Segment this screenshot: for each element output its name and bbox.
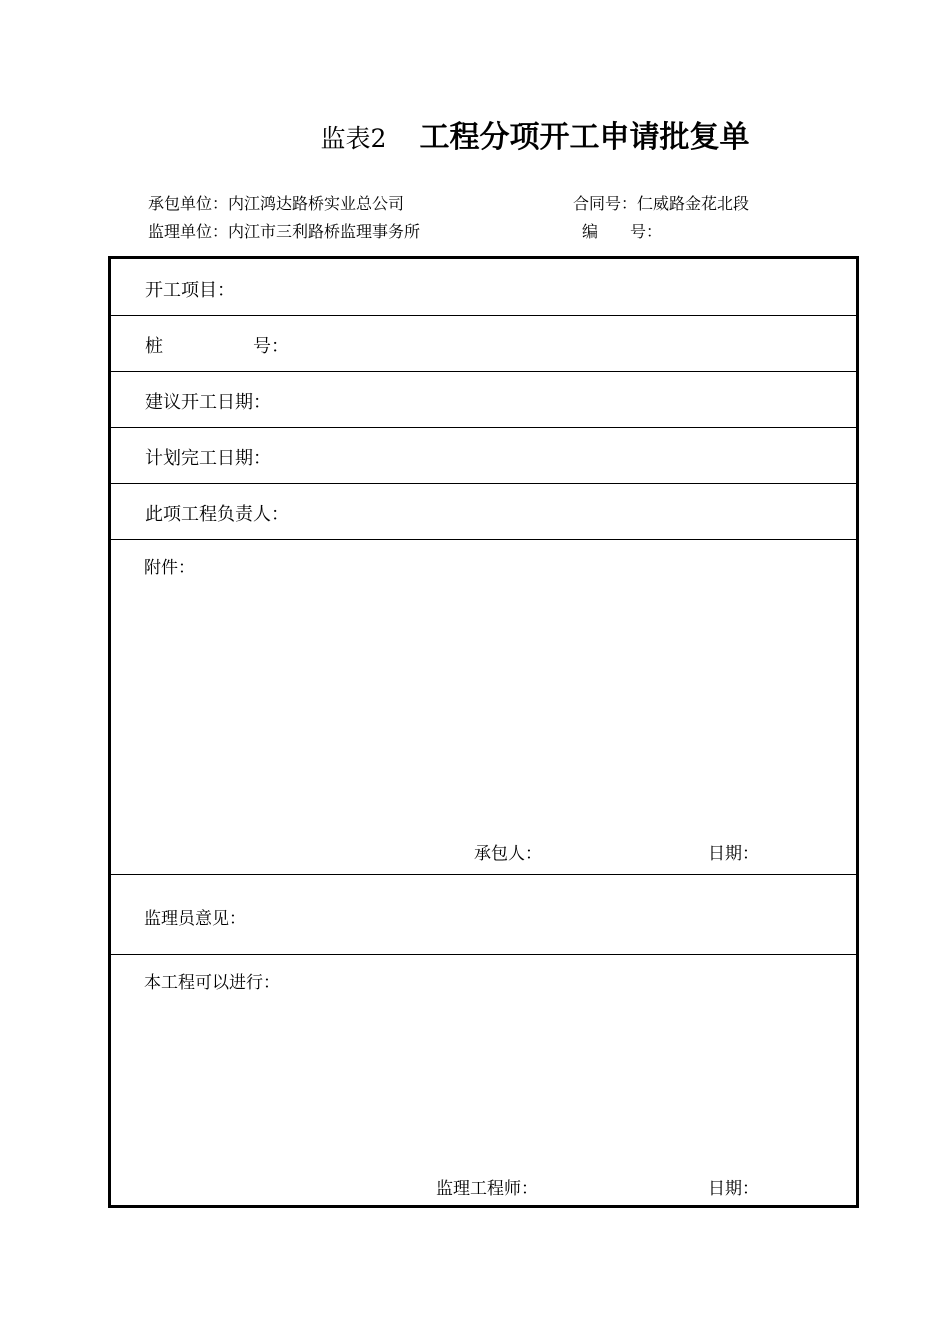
contractor-date-label: 日期： (708, 844, 759, 864)
serial-number: 编 号： (582, 222, 663, 241)
row-attachment[interactable] (111, 539, 856, 875)
contract-number: 合同号：仁威路金花北段 (573, 194, 750, 213)
proposed-start-label: 建议开工日期： (145, 392, 271, 413)
application-form-table (108, 256, 859, 1208)
form-title: 工程分项开工申请批复单 (419, 120, 750, 155)
contractor-sign-label: 承包人： (474, 844, 542, 864)
row-proposed-start[interactable] (111, 371, 856, 428)
project-label: 开工项目： (145, 280, 235, 301)
planned-finish-label: 计划完工日期： (145, 448, 271, 469)
stake-label: 桩 号： (145, 336, 289, 357)
row-project[interactable] (111, 259, 856, 316)
row-inspector-opinion[interactable] (111, 874, 856, 955)
contractor-unit: 承包单位：内江鸿达路桥实业总公司 (148, 194, 405, 213)
row-stake[interactable] (111, 315, 856, 372)
engineer-date-label: 日期： (708, 1179, 759, 1199)
supervisor-unit: 监理单位：内江市三利路桥监理事务所 (148, 222, 421, 241)
row-approval[interactable] (111, 954, 856, 1205)
approval-label: 本工程可以进行： (144, 973, 280, 993)
responsible-label: 此项工程负责人： (145, 504, 289, 525)
row-planned-finish[interactable] (111, 427, 856, 484)
row-responsible[interactable] (111, 483, 856, 540)
engineer-sign-label: 监理工程师： (436, 1179, 538, 1199)
attachment-label: 附件： (144, 558, 195, 578)
form-code: 监表2 (320, 124, 387, 153)
inspector-opinion-label: 监理员意见： (144, 909, 246, 929)
document-title (0, 112, 950, 156)
